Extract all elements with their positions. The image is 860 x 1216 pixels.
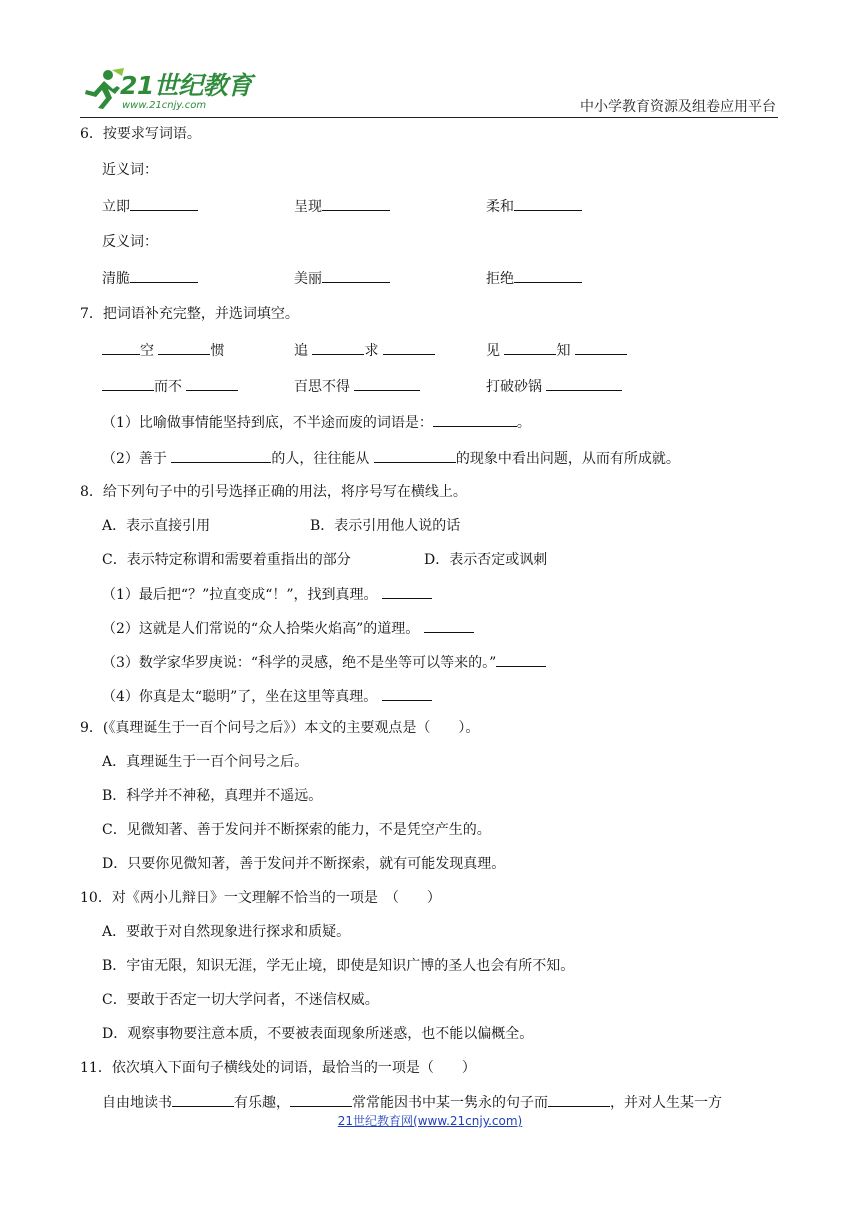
q9-title: 9．(《真理诞生于一百个问号之后》）本文的主要观点是（ ）。 <box>80 720 480 736</box>
q8-sentence-1: （1）最后把“？”拉直变成“！”，找到真理。 <box>102 584 432 605</box>
q6-synonym-item: 立即 <box>102 196 198 217</box>
answer-blank[interactable] <box>186 376 238 391</box>
logo-url-text: www.21cnjy.com <box>122 100 207 111</box>
q8-option-d: D．表示否定或讽刺 <box>424 552 548 568</box>
answer-blank[interactable] <box>290 1092 352 1107</box>
answer-blank[interactable] <box>102 376 154 391</box>
answer-blank[interactable] <box>374 448 456 463</box>
q10-title: 10．对《两小儿辩日》一文理解不恰当的一项是 （ ） <box>80 890 441 906</box>
q6-antonym-item: 美丽 <box>294 268 390 289</box>
q6-synonym-item: 呈现 <box>294 196 390 217</box>
q10-option-b: B．宇宙无限，知识无涯，学无止境，即使是知识广博的圣人也会有所不知。 <box>102 958 575 974</box>
footer-link[interactable]: 21世纪教育网(www.21cnjy.com) <box>337 1114 523 1128</box>
q7-idiom-item: 而不 <box>102 376 238 397</box>
q7-sub2: （2）善于 的人，往往能从 的现象中看出问题，从而有所成就。 <box>102 448 680 469</box>
answer-blank[interactable] <box>172 1092 234 1107</box>
answer-blank[interactable] <box>130 268 198 283</box>
runner-logo-icon <box>82 68 124 110</box>
answer-blank[interactable] <box>383 340 435 355</box>
q7-idiom-item: 百思不得 <box>294 376 420 397</box>
answer-blank[interactable] <box>158 340 210 355</box>
q8-option-c: C．表示特定称谓和需要着重指出的部分 <box>102 552 351 568</box>
q7-idiom-item: 空 惯 <box>102 340 224 361</box>
q7-sub1: （1）比喻做事情能坚持到底，不半途而废的词语是： 。 <box>102 412 531 433</box>
q9-option-d: D．只要你见微知著，善于发问并不断探索，就有可能发现真理。 <box>102 856 506 872</box>
q9-option-b: B．科学并不神秘，真理并不遥远。 <box>102 788 323 804</box>
q10-option-a: A．要敢于对自然现象进行探求和质疑。 <box>102 924 351 940</box>
logo-brand-text: 21世纪教育 <box>120 71 252 100</box>
answer-blank[interactable] <box>546 376 622 391</box>
q6-antonym-label: 反义词： <box>102 234 158 250</box>
answer-blank[interactable] <box>312 340 364 355</box>
q7-idiom-item: 追 求 <box>294 340 435 361</box>
answer-blank[interactable] <box>433 412 517 427</box>
q11-sentence: 自由地读书 有乐趣， 常常能因书中某一隽永的句子而 ，并对人生某一方 <box>102 1092 722 1113</box>
q6-antonym-item: 清脆 <box>102 268 198 289</box>
q8-option-a: A．表示直接引用 <box>102 518 211 534</box>
answer-blank[interactable] <box>496 652 546 667</box>
header-tagline: 中小学教育资源及组卷应用平台 <box>580 99 776 115</box>
answer-blank[interactable] <box>514 268 582 283</box>
q9-option-a: A．真理诞生于一百个问号之后。 <box>102 754 309 770</box>
q6-synonym-label: 近义词： <box>102 162 158 178</box>
q11-title: 11．依次填入下面句子横线处的词语，最恰当的一项是（ ） <box>80 1060 476 1076</box>
answer-blank[interactable] <box>130 196 198 211</box>
q8-sentence-3: （3）数学家华罗庚说：“科学的灵感，绝不是坐等可以等来的。” <box>102 652 546 673</box>
answer-blank[interactable] <box>171 448 271 463</box>
q9-option-c: C．见微知著、善于发问并不断探索的能力，不是凭空产生的。 <box>102 822 491 838</box>
q7-idiom-item: 打破砂锅 <box>486 376 622 397</box>
q8-sentence-2: （2）这就是人们常说的“众人拾柴火焰高”的道理。 <box>102 618 474 639</box>
answer-blank[interactable] <box>514 196 582 211</box>
q10-option-c: C．要敢于否定一切大学问者，不迷信权威。 <box>102 992 379 1008</box>
q8-title: 8．给下列句子中的引号选择正确的用法，将序号写在横线上。 <box>80 484 467 500</box>
answer-blank[interactable] <box>382 686 432 701</box>
q7-idiom-item: 见 知 <box>486 340 627 361</box>
page-header <box>80 62 778 118</box>
q8-option-b: B．表示引用他人说的话 <box>310 518 461 534</box>
answer-blank[interactable] <box>424 618 474 633</box>
answer-blank[interactable] <box>548 1092 610 1107</box>
header-rule <box>80 117 778 118</box>
logo <box>80 62 255 116</box>
answer-blank[interactable] <box>322 268 390 283</box>
answer-blank[interactable] <box>504 340 556 355</box>
q6-antonym-item: 拒绝 <box>486 268 582 289</box>
q8-sentence-4: （4）你真是太“聪明”了，坐在这里等真理。 <box>102 686 432 707</box>
answer-blank[interactable] <box>102 340 140 355</box>
answer-blank[interactable] <box>322 196 390 211</box>
q10-option-d: D．观察事物要注意本质，不要被表面现象所迷惑，也不能以偏概全。 <box>102 1026 534 1042</box>
answer-blank[interactable] <box>382 584 432 599</box>
page-footer <box>0 1112 860 1129</box>
q7-title: 7．把词语补充完整，并选词填空。 <box>80 306 299 322</box>
q6-synonym-item: 柔和 <box>486 196 582 217</box>
answer-blank[interactable] <box>575 340 627 355</box>
answer-blank[interactable] <box>354 376 420 391</box>
q6-title: 6．按要求写词语。 <box>80 126 201 142</box>
